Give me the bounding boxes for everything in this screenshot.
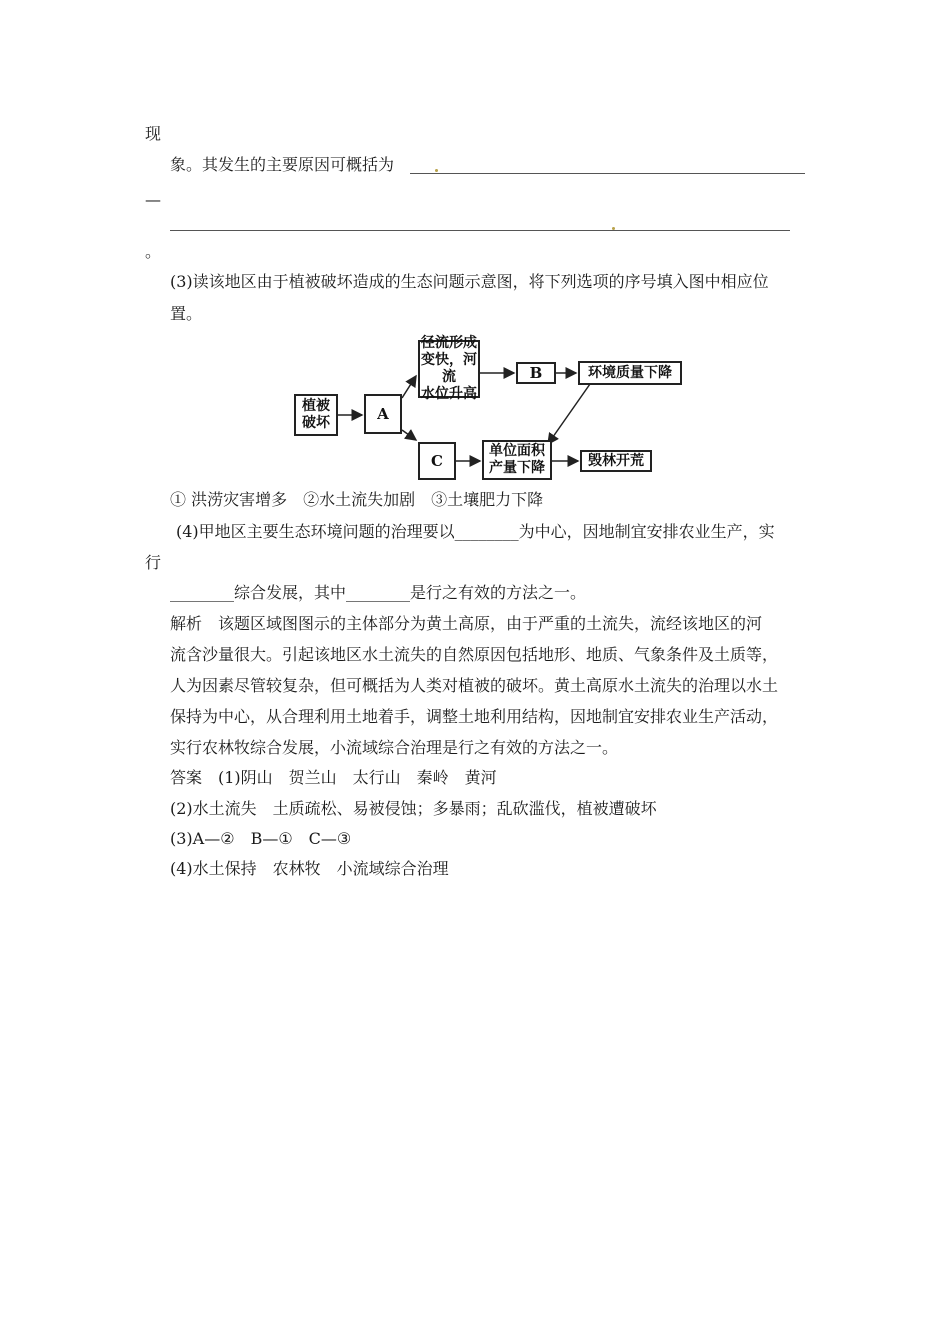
question-3-line-1: (3)读该地区由于植被破坏造成的生态问题示意图，将下列选项的序号填入图中相应位 [170,272,769,291]
question-3-line-2: 置。 [170,304,203,323]
analysis-line-2: 流含沙量很大。引起该地区水土流失的自然原因包括地形、地质、气象条件及土质等， [170,645,779,664]
answer-line-1: 答案 (1)阴山 贺兰山 太行山 秦岭 黄河 [170,768,497,787]
ecology-flow-diagram [290,336,690,484]
answer-blank-1[interactable] [410,173,805,174]
answer-blank-2[interactable] [170,230,790,231]
question-4-line-3: ________综合发展，其中________是行之有效的方法之一。 [170,583,587,602]
node-a[interactable]: A [364,394,402,434]
answer-line-3: (3)A—② B—① C—③ [170,829,352,848]
analysis-line-5: 实行农林牧综合发展，小流域综合治理是行之有效的方法之一。 [170,738,619,757]
node-runoff: 径流形成 变快，河流 水位升高 [418,340,480,398]
arrow-a-to-c [402,430,416,440]
text-line-2: 象。其发生的主要原因可概括为 [170,155,395,174]
speck [435,169,438,172]
node-vegetation-damage: 植被 破坏 [294,394,338,436]
arrow-env-to-yield [548,384,590,444]
text-line-1: 现 [145,124,162,143]
answer-line-2: (2)水土流失 土质疏松、易被侵蚀；多暴雨；乱砍滥伐，植被遭破坏 [170,799,657,818]
node-environment-decline: 环境质量下降 [578,361,682,385]
text-line-4: 。 [145,242,162,261]
node-c[interactable]: C [418,442,456,480]
options-list: ① 洪涝灾害增多 ②水土流失加剧 ③土壤肥力下降 [170,490,544,509]
question-4-line-2: 行 [145,553,162,572]
analysis-line-3: 人为因素尽管较复杂，但可概括为人类对植被的破坏。黄土高原水土流失的治理以水土 [170,676,779,695]
analysis-line-4: 保持为中心，从合理利用土地着手，调整土地利用结构，因地制宜安排农业生产活动， [170,707,779,726]
node-b[interactable]: B [516,362,556,384]
answer-line-4: (4)水土保持 农林牧 小流域综合治理 [170,859,449,878]
text-line-3: — [145,190,161,209]
arrow-a-to-runoff [402,376,416,398]
speck [612,227,615,230]
question-4-line-1: (4)甲地区主要生态环境问题的治理要以________为中心，因地制宜安排农业生产，实 [176,522,775,541]
node-yield-decline: 单位面积 产量下降 [482,440,552,480]
analysis-line-1: 解析 该题区域图图示的主体部分为黄土高原，由于严重的土流失，流经该地区的河 [170,614,763,633]
node-deforestation: 毁林开荒 [580,450,652,472]
